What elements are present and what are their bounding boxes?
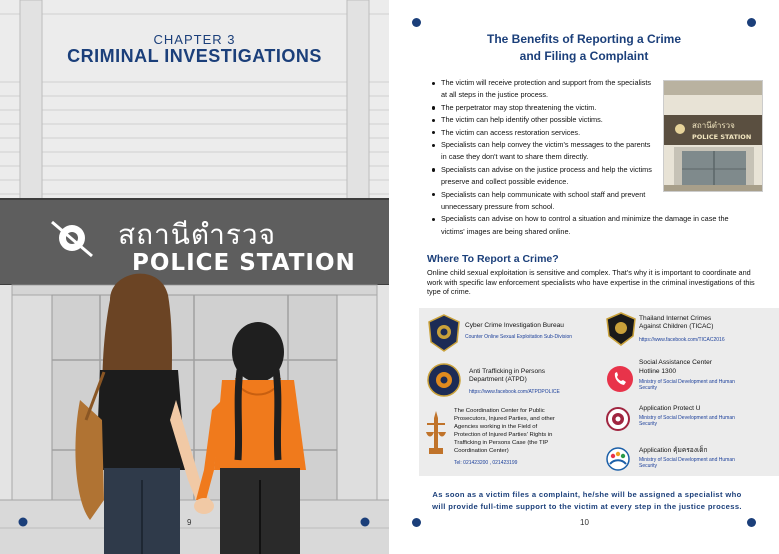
benefits-title-line: The Benefits of Reporting a Crime [486,32,682,46]
contact-name: Anti Trafficking in Persons [469,368,546,375]
right-page [389,0,779,554]
contact-name: Cyber Crime Investigation Bureau [465,322,564,329]
contact-detail: Ministry of Social Development and Human [639,415,735,421]
contact-protect-u [605,402,775,438]
contact-detail: https://www.facebook.com/ATPDPOLICE [469,389,560,395]
contact-tip-coordination-center [425,406,601,472]
contact-name: Social Assistance Center [639,359,712,366]
corner-dot [412,18,421,27]
contact-name: Hotline 1300 [639,368,677,375]
corner-dot [412,518,421,527]
contact-detail: Ministry of Social Development and Human [639,457,735,463]
contact-name: Application Protect U [639,405,701,412]
chapter-label: CHAPTER 3 [153,32,236,47]
contact-name: Coordination Center) [454,448,509,454]
contact-detail: Counter Online Sexual Exploitation Sub-Division [465,334,573,340]
page-number-right: 10 [580,518,589,527]
sign-english-text: POLICE STATION [132,250,356,276]
contact-atpd [427,362,597,402]
contact-detail: Security [639,421,658,427]
corner-dot [747,18,756,27]
benefits-title-line: and Filing a Complaint [519,49,649,63]
list-item: The victim can help identify other possible victims. [429,114,653,126]
list-item: Specialists can advise on the justice process and help the victims preserve and collect possible evidence. [429,164,653,189]
atpd-badge-icon [427,362,461,398]
chapter-title: CRIMINAL INVESTIGATIONS [67,46,322,66]
contact-name: Agencies working in the Field of [454,424,538,430]
contact-ticac [605,312,775,352]
footer-note-line: will provide full-time support to the victim at every step in the justice process. [432,502,742,512]
list-item: The perpetrator may stop threatening the victim. [429,102,653,114]
contact-name: Prosecutors, Injured Parties, and other [454,416,555,422]
contact-name: Protection of Injured Parties' Rights in [454,432,553,438]
police-station-illustration [0,0,389,554]
contact-phone: Tel: 021423200 , 021423199 [454,460,518,466]
contact-child-protection-app [605,444,775,476]
contact-name: Trafficking in Persons Case (the TIP [454,440,549,446]
list-item: Specialists can help convey the victim's messages to the parents in case they don't want to share them directly. [429,139,653,164]
hotline-1300-icon [605,364,635,394]
benefits-title [449,31,719,65]
contact-detail: Security [639,385,658,391]
protect-u-app-icon [605,406,631,432]
list-item: The victim will receive protection and support from the specialists at all steps in the justice process. [429,77,653,102]
holding-hands [194,498,214,514]
sign-thai-text: สถานีตำรวจ [118,218,276,251]
list-item: Specialists can help communicate with school staff and prevent unnecessary pressure from school. [429,189,653,214]
contact-name: Department (ATPD) [469,376,527,383]
child-protection-app-icon [605,446,631,472]
police-station-photo [663,80,763,192]
page-number-left: 9 [187,518,192,527]
contact-name: Against Children (TICAC) [639,323,714,330]
photo-sign-english: POLICE STATION [692,133,752,141]
contact-detail: https://www.facebook.com/TICAC2016 [639,337,725,343]
contact-detail: Security [639,463,658,469]
list-item: The victim can access restoration services. [429,127,653,139]
left-page [0,0,389,554]
where-to-report-title: Where To Report a Crime? [427,253,559,265]
contact-name: The Coordination Center for Public [454,408,545,414]
contact-detail: Ministry of Social Development and Human [639,379,735,385]
contacts-panel [419,308,779,476]
ticac-badge-icon [605,312,637,346]
contact-hotline-1300 [605,356,775,396]
contact-name: Application คุ้มครองเด็ก [639,447,708,454]
where-to-report-text: Online child sexual exploitation is sensitive and complex. That's why it is important to coordinate and work with specific law enforcement specialists who have expertise in the criminal investigations of this type of crime. [427,268,755,297]
contact-name: Thailand Internet Crimes [639,315,712,322]
contact-cyber-crime-bureau [427,314,597,354]
attorney-general-emblem-icon [425,410,447,456]
list-item: Specialists can advise on how to control a situation and minimize the damage in case the victims' images are being shared online. [429,213,744,238]
photo-sign-thai: สถานีตำรวจ [692,121,735,130]
footer-note [405,489,769,513]
cib-badge-icon [427,314,461,352]
footer-note-line: As soon as a victim files a complaint, he/she will be assigned a specialist who [432,490,742,499]
corner-dot [747,518,756,527]
